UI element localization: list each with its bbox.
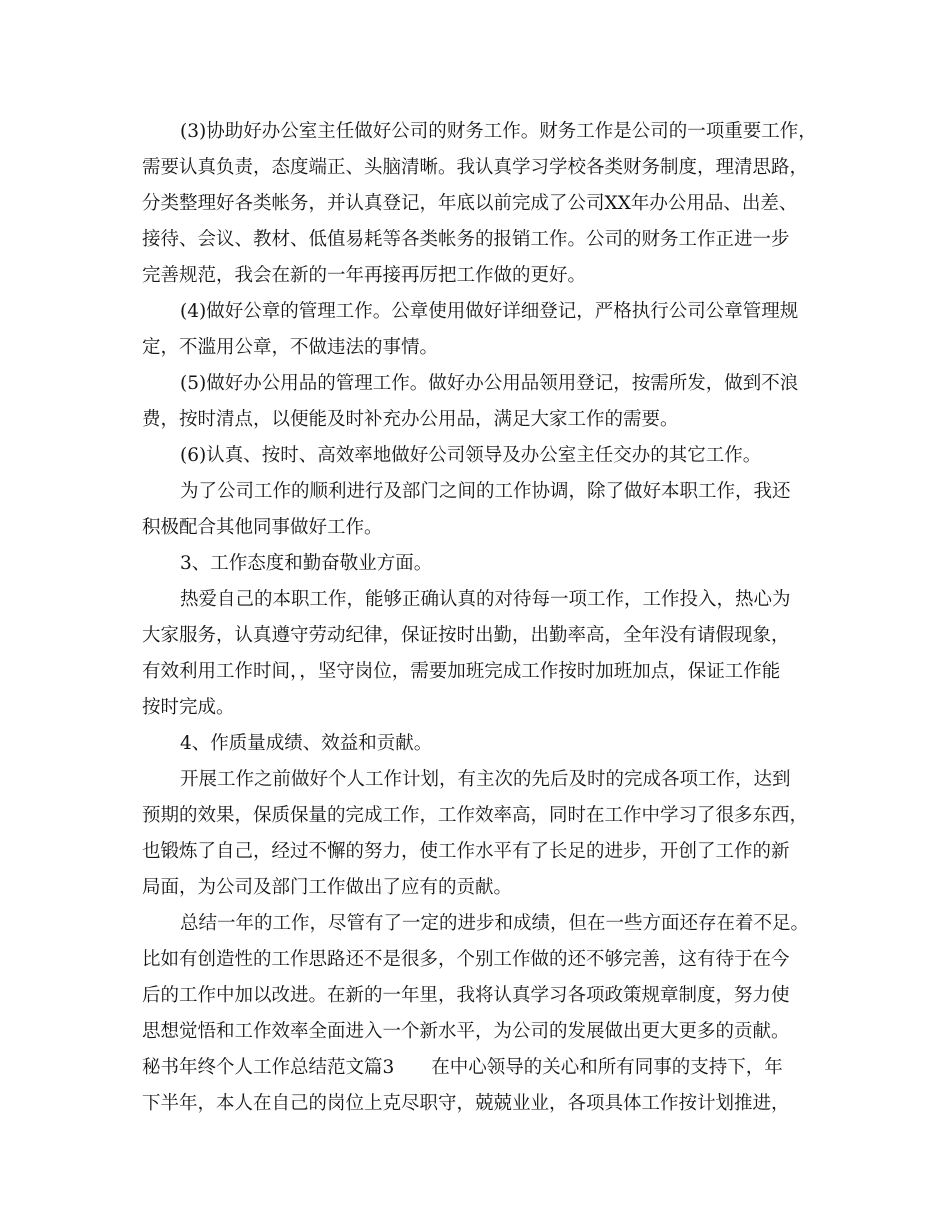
paragraph-line: (6)认真、按时、高效率地做好公司领导及办公室主任交办的其它工作。 bbox=[180, 445, 762, 466]
paragraph-line: 局面，为公司及部门工作做出了应有的贡献。 bbox=[142, 877, 513, 898]
paragraph-line: 开展工作之前做好个人工作计划，有主次的先后及时的完成各项工作，达到 bbox=[180, 769, 791, 790]
paragraph-line: 思想觉悟和工作效率全面进入一个新水平，为公司的发展做出更大更多的贡献。 bbox=[142, 1021, 790, 1042]
paragraph-line: 预期的效果，保质保量的完成工作，工作效率高，同时在工作中学习了很多东西， bbox=[142, 805, 809, 826]
paragraph-line: 大家服务，认真遵守劳动纪律，保证按时出勤，出勤率高，全年没有请假现象， bbox=[142, 625, 790, 646]
paragraph-line: 有效利用工作时间，，坚守岗位，需要加班完成工作按时加班加点，保证工作能 bbox=[142, 661, 781, 682]
paragraph-line: 分类整理好各类帐务，并认真登记，年底以前完成了公司XX年办公用品、出差、 bbox=[142, 193, 798, 214]
section-heading: 4、作质量成绩、效益和贡献。 bbox=[180, 733, 433, 754]
paragraph-line: 需要认真负责，态度端正、头脑清晰。我认真学习学校各类财务制度，理清思路， bbox=[142, 157, 809, 178]
section-heading: 3、工作态度和勤奋敬业方面。 bbox=[180, 553, 433, 574]
article-title-line: 秘书年终个人工作总结范文篇3 在中心领导的关心和所有同事的支持下，年 bbox=[142, 1057, 783, 1078]
paragraph-line: 积极配合其他同事做好工作。 bbox=[142, 517, 383, 538]
paragraph-line: 按时完成。 bbox=[142, 697, 235, 718]
paragraph-line: (5)做好办公用品的管理工作。做好办公用品领用登记，按需所发，做到不浪 bbox=[180, 373, 799, 394]
paragraph-line: 热爱自己的本职工作，能够正确认真的对待每一项工作，工作投入，热心为 bbox=[180, 589, 791, 610]
paragraph-line: 费，按时清点，以便能及时补充办公用品，满足大家工作的需要。 bbox=[142, 409, 679, 430]
paragraph-line: 接待、会议、教材、低值易耗等各类帐务的报销工作。公司的财务工作正进一步 bbox=[142, 229, 790, 250]
paragraph-line: 后的工作中加以改进。在新的一年里，我将认真学习各项政策规章制度，努力使 bbox=[142, 985, 790, 1006]
paragraph-line: 比如有创造性的工作思路还不是很多，个别工作做的还不够完善，这有待于在今 bbox=[142, 949, 790, 970]
paragraph-line: (4)做好公章的管理工作。公章使用做好详细登记，严格执行公司公章管理规 bbox=[180, 301, 799, 322]
paragraph-line: 完善规范，我会在新的一年再接再厉把工作做的更好。 bbox=[142, 265, 587, 286]
paragraph-line: 也锻炼了自己，经过不懈的努力，使工作水平有了长足的进步，开创了工作的新 bbox=[142, 841, 790, 862]
paragraph-line: 总结一年的工作，尽管有了一定的进步和成绩，但在一些方面还存在着不足。 bbox=[180, 913, 810, 934]
paragraph-line: 下半年，本人在自己的岗位上克尽职守，兢兢业业，各项具体工作按计划推进， bbox=[142, 1093, 790, 1114]
paragraph-line: 定，不滥用公章，不做违法的事情。 bbox=[142, 337, 439, 358]
paragraph-line: (3)协助好办公室主任做好公司的财务工作。财务工作是公司的一项重要工作， bbox=[180, 121, 817, 142]
paragraph-line: 为了公司工作的顺利进行及部门之间的工作协调，除了做好本职工作，我还 bbox=[180, 481, 791, 502]
